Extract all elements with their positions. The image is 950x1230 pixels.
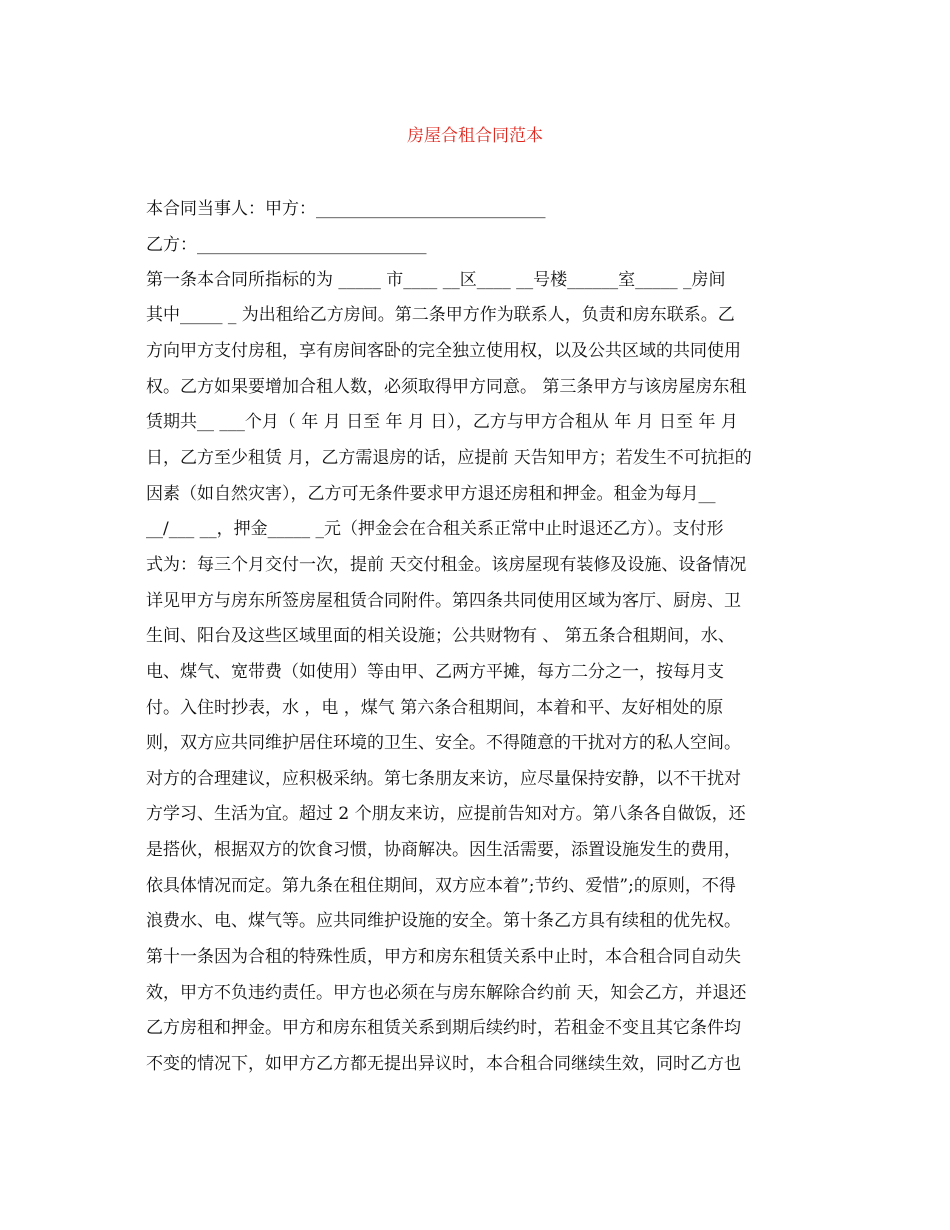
contract-line: 式为：每三个月交付一次，提前 天交付租金。该房屋现有装修及设施、设备情况 bbox=[146, 555, 747, 575]
contract-line: 乙方：___________________________ bbox=[146, 235, 427, 255]
contract-line: 其中_____ _ 为出租给乙方房间。第二条甲方作为联系人，负责和房东联系。乙 bbox=[146, 305, 735, 325]
contract-line: 付。入住时抄表，水 ，电 ，煤气 第六条合租期间，本着和平、友好相处的原 bbox=[146, 698, 724, 718]
contract-line: 赁期共__ ___个月（ 年 月 日至 年 月 日），乙方与甲方合租从 年 月 日至 年 月 bbox=[146, 412, 738, 432]
contract-line: __/___ __，押金_____ _元（押金会在合租关系正常中止时退还乙方）。支付形 bbox=[146, 519, 724, 539]
contract-line: 是搭伙，根据双方的饮食习惯，协商解决。因生活需要，添置设施发生的费用， bbox=[146, 840, 741, 860]
contract-line: 对方的合理建议，应积极采纳。第七条朋友来访，应尽量保持安静，以不干扰对 bbox=[146, 769, 741, 789]
contract-line: 不变的情况下，如甲方乙方都无提出异议时，本合租合同继续生效，同时乙方也 bbox=[146, 1054, 741, 1074]
contract-line: 方学习、生活为宜。超过 2 个朋友来访，应提前告知对方。第八条各自做饭，还 bbox=[146, 804, 746, 824]
contract-line: 第一条本合同所指标的为 _____ 市____ __区____ __号楼______室_____ _房间 bbox=[146, 270, 726, 290]
contract-line: 权。乙方如果要增加合租人数，必须取得甲方同意。 第三条甲方与该房屋房东租 bbox=[146, 377, 747, 397]
contract-line: 本合同当事人：甲方：___________________________ bbox=[146, 199, 546, 219]
contract-line: 方向甲方支付房租，享有房间客卧的完全独立使用权，以及公共区域的共同使用 bbox=[146, 341, 741, 361]
contract-line: 浪费水、电、煤气等。应共同维护设施的安全。第十条乙方具有续租的优先权。 bbox=[146, 911, 741, 931]
contract-line: 详见甲方与房东所签房屋租赁合同附件。第四条共同使用区域为客厅、厨房、卫 bbox=[146, 591, 741, 611]
contract-line: 因素（如自然灾害），乙方可无条件要求甲方退还房租和押金。租金为每月__ bbox=[146, 484, 716, 504]
contract-line: 则，双方应共同维护居住环境的卫生、安全。不得随意的干扰对方的私人空间。 bbox=[146, 733, 741, 753]
contract-line: 效，甲方不负违约责任。甲方也必须在与房东解除合约前 天，知会乙方，并退还 bbox=[146, 983, 747, 1003]
contract-line: 日，乙方至少租赁 月，乙方需退房的话，应提前 天告知甲方；若发生不可抗拒的 bbox=[146, 448, 752, 468]
document-title: 房屋合租合同范本 bbox=[407, 126, 543, 146]
contract-line: 生间、阳台及这些区域里面的相关设施；公共财物有 、 第五条合租期间，水、 bbox=[146, 626, 735, 646]
contract-line: 第十一条因为合租的特殊性质，甲方和房东租赁关系中止时，本合租合同自动失 bbox=[146, 947, 741, 967]
contract-line: 乙方房租和押金。甲方和房东租赁关系到期后续约时，若租金不变且其它条件均 bbox=[146, 1018, 741, 1038]
contract-line: 依具体情况而定。第九条在租住期间，双方应本着”;节约、爱惜”;的原则，不得 bbox=[146, 876, 736, 896]
contract-line: 电、煤气、宽带费（如使用）等由甲、乙两方平摊，每方二分之一，按每月支 bbox=[146, 662, 724, 682]
